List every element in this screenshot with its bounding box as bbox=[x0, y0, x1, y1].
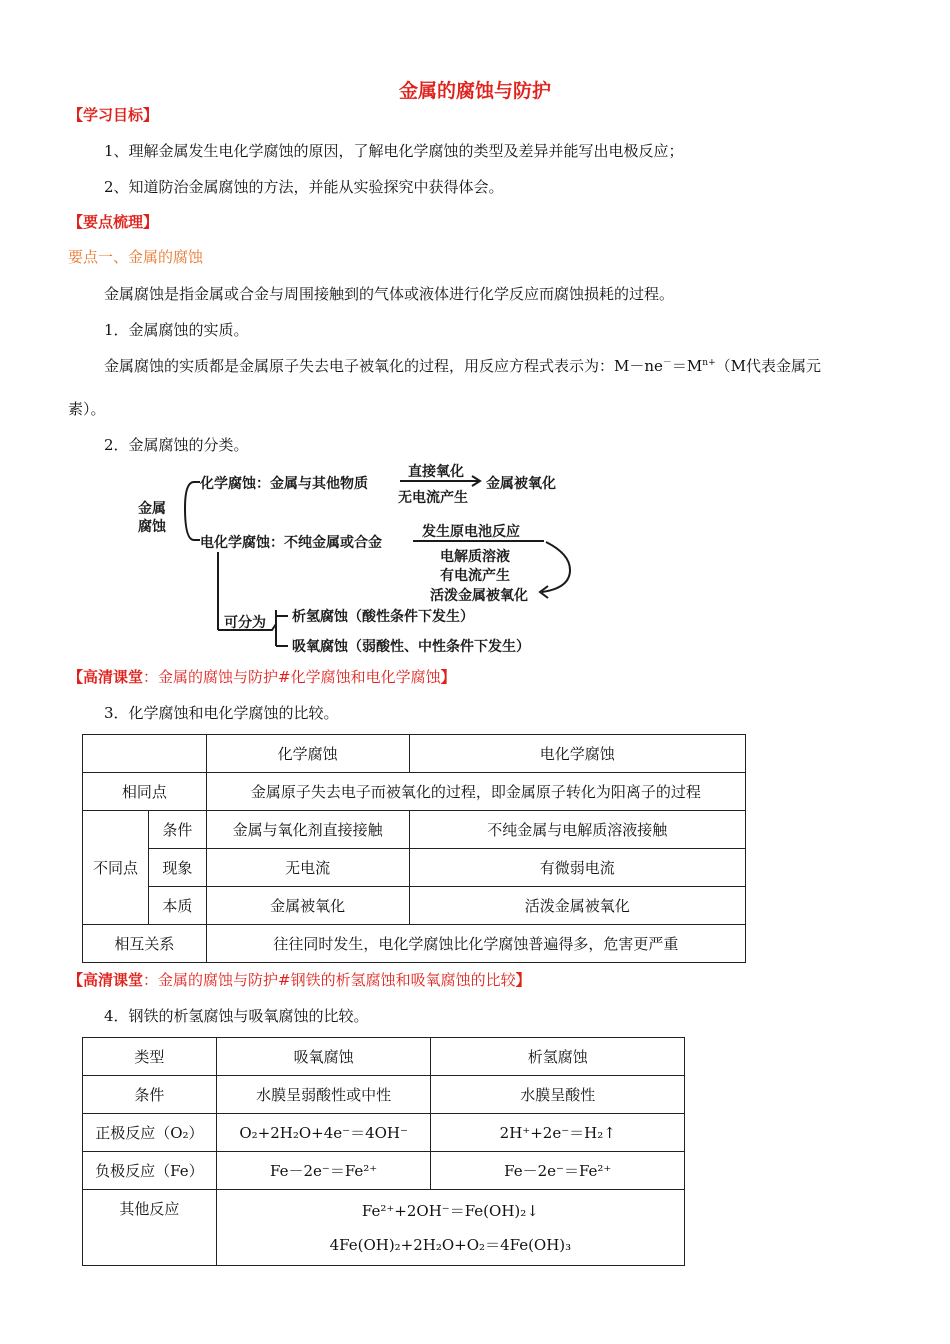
link-1-bracket-right: 】 bbox=[440, 668, 456, 686]
page-title: 金属的腐蚀与防护 bbox=[398, 80, 551, 102]
diagram-type2: 吸氧腐蚀（弱酸性、中性条件下发生） bbox=[292, 639, 530, 655]
row-chem: 无电流 bbox=[206, 849, 409, 887]
section-points-heading: 【要点梳理】 bbox=[68, 213, 159, 231]
header-oxygen: 吸氧腐蚀 bbox=[216, 1038, 431, 1076]
diagram-divide: 可分为 bbox=[224, 615, 266, 631]
table-row bbox=[83, 735, 746, 773]
point1-heading: 要点一、金属的腐蚀 bbox=[68, 248, 204, 266]
goal-1: 1、理解金属发生电化学腐蚀的原因，了解电化学腐蚀的类型及差异并能写出电极反应； bbox=[104, 142, 684, 160]
table-row bbox=[83, 1038, 685, 1076]
other-label: 其他反应 bbox=[83, 1190, 217, 1266]
row-label: 现象 bbox=[148, 849, 206, 887]
diagram-electro-l2: 有电流产生 bbox=[440, 568, 510, 584]
table-header-chem: 化学腐蚀 bbox=[206, 735, 409, 773]
negative-oxygen: Fe－2e⁻＝Fe²⁺ bbox=[216, 1152, 431, 1190]
positive-label: 正极反应（O₂） bbox=[83, 1114, 217, 1152]
link-2-bracket-left: 【 bbox=[68, 971, 84, 989]
table-row bbox=[83, 925, 746, 963]
negative-label: 负极反应（Fe） bbox=[83, 1152, 217, 1190]
corrosion-classification-diagram bbox=[130, 460, 590, 660]
row-label: 本质 bbox=[148, 887, 206, 925]
diagram-type1: 析氢腐蚀（酸性条件下发生） bbox=[292, 609, 474, 625]
table-row bbox=[83, 1114, 685, 1152]
diagram-electro-top: 发生原电池反应 bbox=[422, 524, 520, 540]
diagram-chem: 化学腐蚀：金属与其他物质 bbox=[200, 476, 368, 492]
diagram-root-a: 金属 bbox=[138, 501, 166, 517]
same-label: 相同点 bbox=[83, 773, 207, 811]
same-value: 金属原子失去电子而被氧化的过程，即金属原子转化为阳离子的过程 bbox=[206, 773, 745, 811]
diagram-arrow-top: 直接氧化 bbox=[408, 464, 464, 480]
header-type: 类型 bbox=[83, 1038, 217, 1076]
header-hydrogen: 析氢腐蚀 bbox=[431, 1038, 685, 1076]
relation-value: 往往同时发生，电化学腐蚀比化学腐蚀普遍得多，危害更严重 bbox=[206, 925, 745, 963]
table-row bbox=[83, 1190, 685, 1266]
table-row bbox=[83, 1076, 685, 1114]
table-row bbox=[83, 811, 746, 849]
superscript-minus: － bbox=[662, 358, 672, 368]
row-electro: 有微弱电流 bbox=[409, 849, 745, 887]
diagram-root-b: 腐蚀 bbox=[138, 519, 166, 535]
row-electro: 不纯金属与电解质溶液接触 bbox=[409, 811, 745, 849]
other-reaction-2: 4Fe(OH)₂+2H₂O+O₂＝4Fe(OH)₃ bbox=[329, 1235, 572, 1254]
item4-title: 4．钢铁的析氢腐蚀与吸氧腐蚀的比较。 bbox=[104, 1007, 369, 1025]
link-2-bracket-right: 】 bbox=[515, 971, 531, 989]
diagram-electro-l1: 电解质溶液 bbox=[440, 549, 510, 565]
link-2-text: ：金属的腐蚀与防护#钢铁的析氢腐蚀和吸氧腐蚀的比较 bbox=[143, 971, 516, 989]
cond-oxygen: 水膜呈弱酸性或中性 bbox=[216, 1076, 431, 1114]
intro-paragraph: 金属腐蚀是指金属或合金与周围接触到的气体或液体进行化学反应而腐蚀损耗的过程。 bbox=[104, 285, 675, 303]
table-row bbox=[83, 849, 746, 887]
link-1-label: 高清课堂 bbox=[83, 668, 144, 686]
cond-hydrogen: 水膜呈酸性 bbox=[431, 1076, 685, 1114]
comparison-table-1 bbox=[82, 734, 746, 963]
row-electro: 活泼金属被氧化 bbox=[409, 887, 745, 925]
table-header-electro: 电化学腐蚀 bbox=[409, 735, 745, 773]
row-chem: 金属与氧化剂直接接触 bbox=[206, 811, 409, 849]
table-cell bbox=[83, 735, 207, 773]
table-row bbox=[83, 887, 746, 925]
item1-body-end: 素）。 bbox=[68, 400, 106, 418]
diagram-electro: 电化学腐蚀：不纯金属或合金 bbox=[200, 535, 382, 551]
relation-label: 相互关系 bbox=[83, 925, 207, 963]
item1-body-a: 金属腐蚀的实质都是金属原子失去电子被氧化的过程，用反应方程式表示为：M－ne bbox=[104, 357, 663, 375]
link-2-label: 高清课堂 bbox=[83, 971, 144, 989]
table-row bbox=[83, 1152, 685, 1190]
cond-label: 条件 bbox=[83, 1076, 217, 1114]
row-label: 条件 bbox=[148, 811, 206, 849]
negative-hydrogen: Fe－2e⁻＝Fe²⁺ bbox=[431, 1152, 685, 1190]
other-reaction-1: Fe²⁺+2OH⁻＝Fe(OH)₂↓ bbox=[361, 1201, 539, 1220]
item1-body-b: ＝M bbox=[671, 357, 703, 375]
positive-oxygen: O₂+2H₂O+4e⁻＝4OH⁻ bbox=[216, 1114, 431, 1152]
diff-label: 不同点 bbox=[83, 811, 149, 925]
item2-title: 2．金属腐蚀的分类。 bbox=[104, 436, 249, 454]
item1-body-c: （M代表金属元 bbox=[715, 357, 821, 375]
section-goals-heading: 【学习目标】 bbox=[68, 106, 159, 124]
goal-2: 2、知道防治金属腐蚀的方法，并能从实验探究中获得体会。 bbox=[104, 178, 504, 196]
item1-body bbox=[104, 355, 821, 376]
diagram-arrow-bottom: 无电流产生 bbox=[398, 490, 468, 506]
row-chem: 金属被氧化 bbox=[206, 887, 409, 925]
link-1-text: ：金属的腐蚀与防护#化学腐蚀和电化学腐蚀 bbox=[143, 668, 441, 686]
item1-title: 1．金属腐蚀的实质。 bbox=[104, 321, 249, 339]
link-1-bracket-left: 【 bbox=[68, 668, 84, 686]
comparison-table-2 bbox=[82, 1037, 685, 1266]
table-row bbox=[83, 773, 746, 811]
item3-title: 3．化学腐蚀和电化学腐蚀的比较。 bbox=[104, 704, 339, 722]
diagram-electro-l3: 活泼金属被氧化 bbox=[430, 588, 528, 604]
other-reactions bbox=[216, 1190, 684, 1266]
link-2[interactable] bbox=[68, 969, 531, 990]
positive-hydrogen: 2H⁺+2e⁻＝H₂↑ bbox=[431, 1114, 685, 1152]
diagram-chem-result: 金属被氧化 bbox=[486, 476, 556, 492]
superscript-nplus: n+ bbox=[702, 358, 716, 368]
link-1[interactable] bbox=[68, 666, 456, 687]
